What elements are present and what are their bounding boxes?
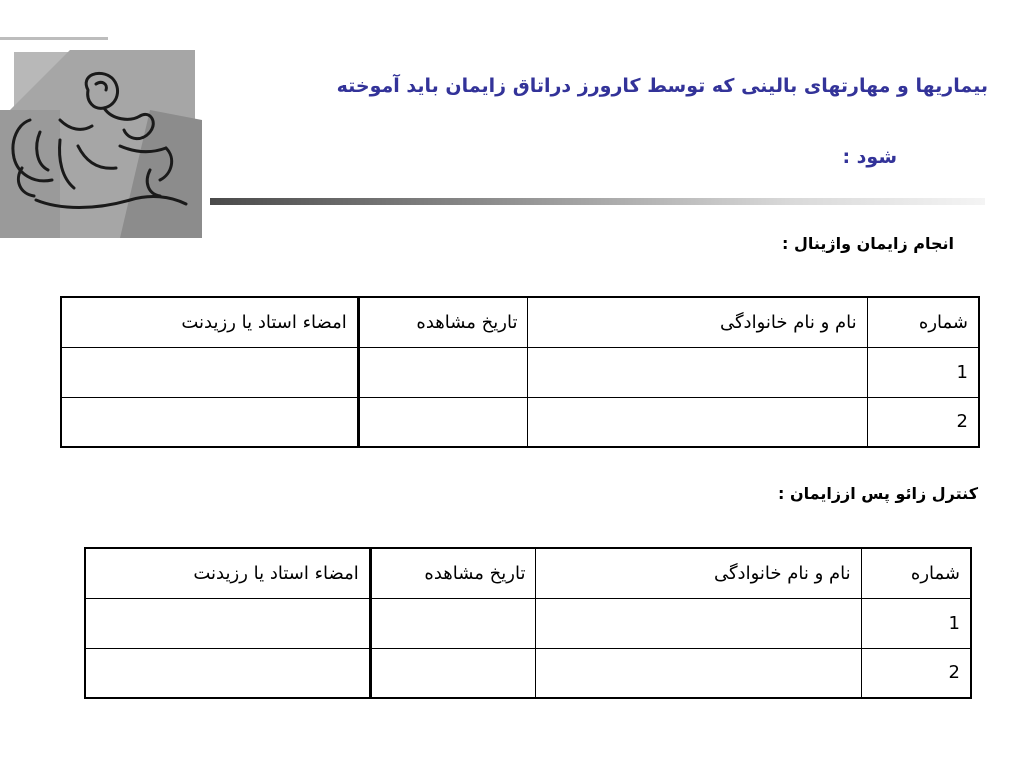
observation-date-cell[interactable] [358, 397, 528, 447]
title-divider-rule [210, 198, 985, 205]
section-heading-vaginal-delivery: انجام زایمان واژینال : [781, 234, 954, 253]
column-header-full-name: نام و نام خانوادگی [536, 548, 861, 598]
column-header-observation-date: تاریخ مشاهده [358, 297, 528, 347]
row-number-cell: 1 [867, 347, 979, 397]
row-number-cell: 2 [867, 397, 979, 447]
observation-date-cell[interactable] [358, 347, 528, 397]
column-header-signature: امضاء استاد یا رزیدنت [85, 548, 370, 598]
signature-cell[interactable] [61, 347, 358, 397]
observation-date-cell[interactable] [370, 598, 536, 648]
column-header-full-name: نام و نام خانوادگی [528, 297, 867, 347]
table-row [61, 347, 979, 397]
row-number-cell: 2 [861, 648, 971, 698]
section-heading-postpartum-control: کنترل زائو پس اززایمان : [777, 484, 978, 503]
vaginal-delivery-table [60, 296, 980, 448]
column-header-signature: امضاء استاد یا رزیدنت [61, 297, 358, 347]
signature-cell[interactable] [61, 397, 358, 447]
table-row [61, 397, 979, 447]
column-header-observation-date: تاریخ مشاهده [370, 548, 536, 598]
table-row [85, 598, 971, 648]
page-title-continuation: شود : [842, 146, 897, 168]
full-name-cell[interactable] [536, 648, 861, 698]
full-name-cell[interactable] [536, 598, 861, 648]
table-header-row [85, 548, 971, 598]
page-title: بیماریها و مهارتهای بالینی که توسط کارورز دراتاق زایمان باید آموخته [336, 75, 988, 97]
table-row [85, 648, 971, 698]
observation-date-cell[interactable] [370, 648, 536, 698]
mother-and-child-sketch-icon [0, 50, 202, 238]
postpartum-control-table [84, 547, 972, 699]
table-header-row [61, 297, 979, 347]
top-left-accent-line [0, 37, 108, 40]
full-name-cell[interactable] [528, 347, 867, 397]
column-header-number: شماره [867, 297, 979, 347]
signature-cell[interactable] [85, 598, 370, 648]
signature-cell[interactable] [85, 648, 370, 698]
full-name-cell[interactable] [528, 397, 867, 447]
row-number-cell: 1 [861, 598, 971, 648]
column-header-number: شماره [861, 548, 971, 598]
